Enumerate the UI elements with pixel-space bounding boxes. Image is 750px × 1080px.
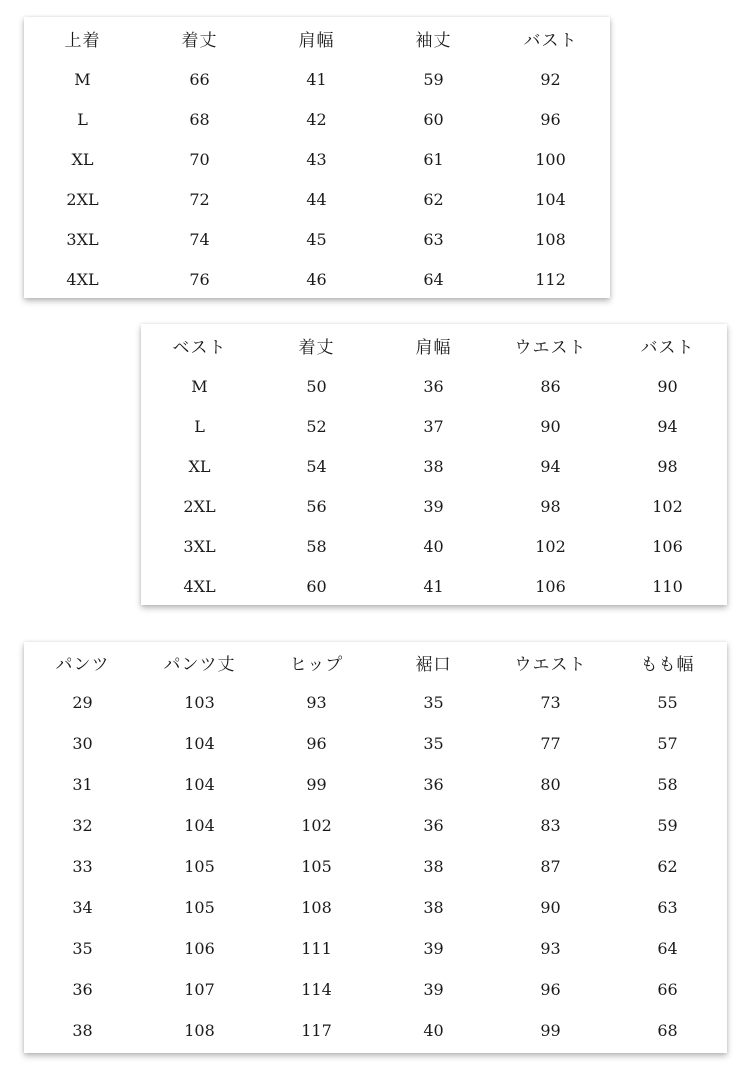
table-cell: 94 (657, 416, 678, 436)
header-hip: ヒップ (289, 654, 344, 675)
table-cell: 114 (301, 980, 332, 999)
header-item: ベスト (172, 337, 227, 358)
table-cell: 39 (423, 496, 444, 516)
table-cell: 54 (306, 456, 327, 476)
table-cell: 66 (189, 69, 210, 89)
table-row (141, 526, 726, 566)
table-row (141, 366, 726, 406)
table-cell: 64 (423, 269, 444, 289)
table-cell: 36 (423, 816, 444, 835)
table-cell: 50 (306, 376, 327, 396)
header-shoulder: 肩幅 (415, 337, 452, 358)
table-cell: 35 (72, 939, 93, 958)
table-row (141, 566, 726, 606)
table-cell: 72 (189, 189, 210, 209)
jacket-size-card (24, 17, 610, 298)
vest-size-table (141, 324, 726, 606)
table-cell: 63 (657, 898, 678, 917)
table-cell: 38 (423, 456, 444, 476)
table-row (24, 99, 609, 139)
table-cell: 42 (306, 109, 327, 129)
table-cell: 40 (423, 536, 444, 556)
header-length: 着丈 (181, 30, 218, 51)
table-cell: 52 (306, 416, 327, 436)
table-cell: 106 (652, 536, 683, 556)
table-cell: 33 (72, 857, 93, 876)
table-cell: 2XL (66, 189, 99, 209)
table-cell: 61 (423, 149, 444, 169)
table-row (24, 928, 726, 969)
table-cell: 90 (540, 416, 561, 436)
jacket-size-table (24, 17, 609, 299)
table-cell: 57 (657, 734, 678, 753)
header-item: パンツ (55, 654, 110, 675)
header-waist: ウエスト (514, 654, 587, 675)
table-cell: 102 (301, 816, 332, 835)
table-row (141, 406, 726, 446)
table-cell: 99 (306, 775, 327, 794)
table-cell: 58 (306, 536, 327, 556)
table-cell: 86 (540, 376, 561, 396)
table-cell: M (74, 69, 91, 89)
table-cell: 66 (657, 980, 678, 999)
table-cell: 64 (657, 939, 678, 958)
table-cell: 38 (72, 1021, 93, 1040)
table-cell: 80 (540, 775, 561, 794)
table-cell: 77 (540, 734, 561, 753)
table-cell: 3XL (66, 229, 99, 249)
table-cell: 104 (184, 816, 215, 835)
table-row (24, 682, 726, 723)
table-cell: 83 (540, 816, 561, 835)
table-cell: 74 (189, 229, 210, 249)
table-cell: 59 (423, 69, 444, 89)
table-cell: 104 (535, 189, 566, 209)
table-cell: 92 (540, 69, 561, 89)
header-item: 上着 (64, 30, 101, 51)
header-length: 着丈 (298, 337, 335, 358)
table-cell: XL (188, 456, 211, 476)
table-cell: 112 (535, 269, 566, 289)
table-cell: 45 (306, 229, 327, 249)
table-cell: 106 (535, 576, 566, 596)
table-cell: 43 (306, 149, 327, 169)
table-cell: 32 (72, 816, 93, 835)
table-cell: 36 (72, 980, 93, 999)
table-cell: 107 (184, 980, 215, 999)
table-cell: 2XL (183, 496, 216, 516)
table-cell: 59 (657, 816, 678, 835)
table-cell: 41 (423, 576, 444, 596)
table-row (24, 764, 726, 805)
table-cell: L (194, 416, 205, 436)
table-cell: 68 (657, 1021, 678, 1040)
table-cell: 87 (540, 857, 561, 876)
table-cell: 60 (306, 576, 327, 596)
table-cell: 36 (423, 376, 444, 396)
table-cell: 60 (423, 109, 444, 129)
table-cell: 98 (657, 456, 678, 476)
table-cell: 63 (423, 229, 444, 249)
table-cell: 94 (540, 456, 561, 476)
table-cell: 73 (540, 693, 561, 712)
table-cell: 55 (657, 693, 678, 712)
table-cell: 4XL (183, 576, 216, 596)
table-cell: 105 (184, 857, 215, 876)
table-cell: 68 (189, 109, 210, 129)
table-cell: 35 (423, 693, 444, 712)
table-cell: XL (71, 149, 94, 169)
table-cell: 108 (301, 898, 332, 917)
table-cell: 30 (72, 734, 93, 753)
table-cell: 62 (423, 189, 444, 209)
table-row (24, 887, 726, 928)
header-shoulder: 肩幅 (298, 30, 335, 51)
table-cell: 103 (184, 693, 215, 712)
table-cell: 3XL (183, 536, 216, 556)
table-cell: 102 (535, 536, 566, 556)
table-cell: 44 (306, 189, 327, 209)
table-cell: 93 (540, 939, 561, 958)
table-cell: 117 (301, 1021, 332, 1040)
table-cell: M (191, 376, 208, 396)
table-cell: 39 (423, 939, 444, 958)
table-cell: 34 (72, 898, 93, 917)
pants-size-table (24, 642, 726, 1051)
table-cell: 99 (540, 1021, 561, 1040)
table-cell: 108 (535, 229, 566, 249)
table-cell: 105 (301, 857, 332, 876)
table-header-row (24, 642, 726, 682)
header-sleeve: 袖丈 (415, 30, 452, 51)
table-cell: 96 (540, 109, 561, 129)
table-cell: 40 (423, 1021, 444, 1040)
table-row (141, 446, 726, 486)
table-cell: 105 (184, 898, 215, 917)
table-row (24, 59, 609, 99)
table-cell: 56 (306, 496, 327, 516)
header-waist: ウエスト (514, 337, 587, 358)
table-cell: 62 (657, 857, 678, 876)
table-cell: 38 (423, 857, 444, 876)
table-row (141, 486, 726, 526)
table-cell: 35 (423, 734, 444, 753)
table-cell: 90 (657, 376, 678, 396)
table-cell: 96 (540, 980, 561, 999)
table-cell: 110 (652, 576, 683, 596)
table-cell: 104 (184, 775, 215, 794)
table-cell: 111 (301, 939, 332, 958)
table-cell: 29 (72, 693, 93, 712)
table-row (24, 139, 609, 179)
table-row (24, 219, 609, 259)
pants-size-card (24, 642, 727, 1053)
table-cell: 36 (423, 775, 444, 794)
table-cell: 76 (189, 269, 210, 289)
table-cell: 102 (652, 496, 683, 516)
table-cell: 96 (306, 734, 327, 753)
table-row (24, 259, 609, 299)
table-cell: 46 (306, 269, 327, 289)
table-cell: 98 (540, 496, 561, 516)
table-cell: 90 (540, 898, 561, 917)
table-cell: 100 (535, 149, 566, 169)
table-header-row (141, 324, 726, 366)
table-row (24, 846, 726, 887)
table-row (24, 723, 726, 764)
table-row (24, 805, 726, 846)
table-cell: 104 (184, 734, 215, 753)
table-cell: 31 (72, 775, 93, 794)
table-cell: 108 (184, 1021, 215, 1040)
table-cell: 38 (423, 898, 444, 917)
header-inseam: パンツ丈 (163, 654, 236, 675)
header-thigh: もも幅 (640, 654, 695, 675)
table-cell: 106 (184, 939, 215, 958)
table-cell: 93 (306, 693, 327, 712)
table-cell: 58 (657, 775, 678, 794)
table-row (24, 1010, 726, 1051)
header-bust: バスト (523, 30, 578, 51)
table-header-row (24, 17, 609, 59)
table-cell: 70 (189, 149, 210, 169)
table-row (24, 969, 726, 1010)
table-cell: 39 (423, 980, 444, 999)
header-bust: バスト (640, 337, 695, 358)
table-cell: L (77, 109, 88, 129)
table-cell: 37 (423, 416, 444, 436)
table-cell: 4XL (66, 269, 99, 289)
vest-size-card (141, 324, 727, 605)
table-row (24, 179, 609, 219)
table-cell: 41 (306, 69, 327, 89)
header-hem: 裾口 (415, 654, 452, 675)
